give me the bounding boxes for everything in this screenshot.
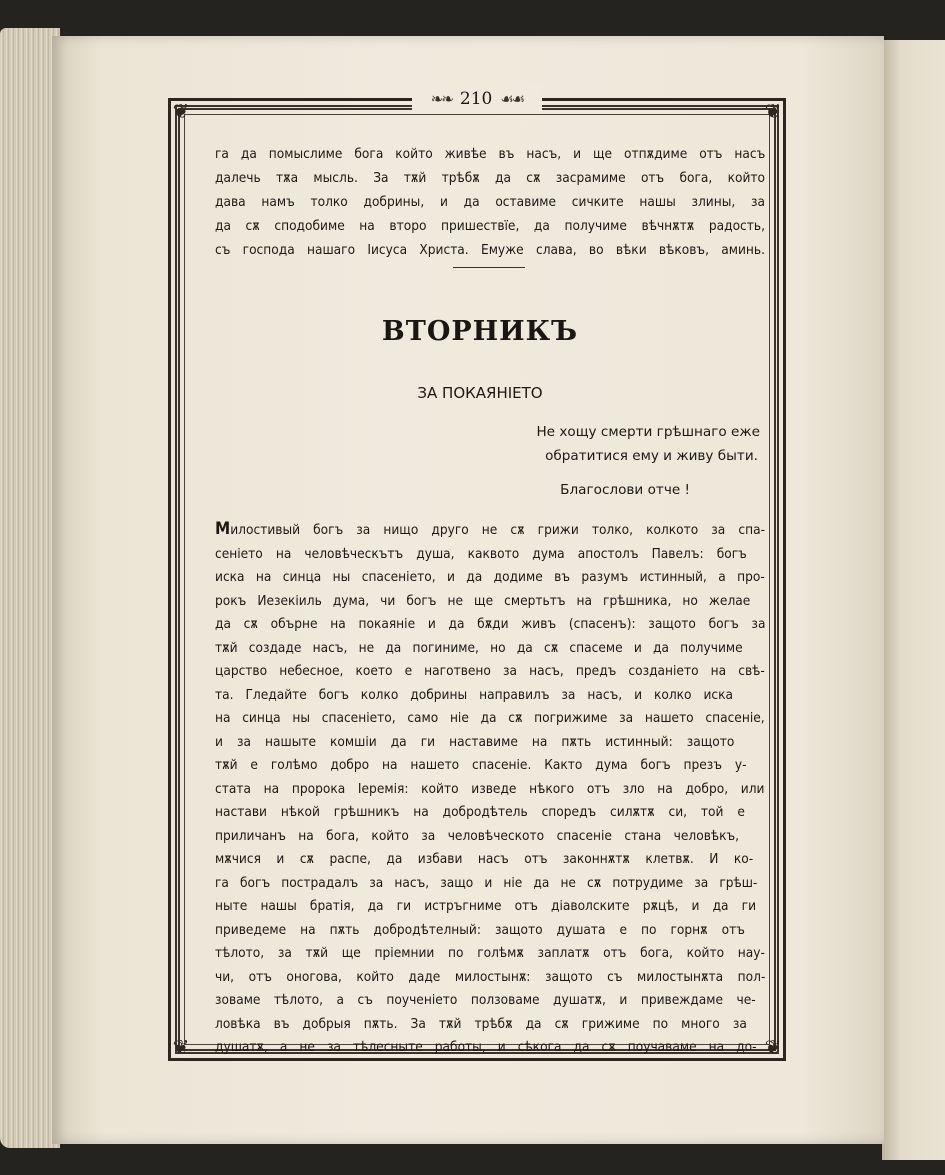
blessing-line: Благослови отче ! [560,482,690,498]
text-line: да сѫ сподобиме на второ пришествїе, да получиме вѣчнѫтѫ радость, [215,218,765,234]
text-line: приличанъ на бога, който за человѣческото спасенiе стана человѣкъ, [215,827,740,844]
text-line: иска на синца ны спасенiето, и да додиме въ разумъ истинный, а про- [215,569,765,585]
page-stack-edges [0,28,60,1148]
text-line: мѫчися и сѫ распе, да избави насъ отъ законнѫтѫ клетвѫ. И ко- [215,851,754,867]
text-line: чи, отъ оногова, който даде милостынѫ: защото съ милостынѫта пол- [215,968,765,985]
text-line: тѫй создаде насъ, не да погиниме, но да сѫ спасеме и да получиме [215,639,743,656]
text-line: га да помыслиме бога който живѣе въ насъ, и ще отпѫдиме отъ насъ [215,146,766,162]
text-line: царство небесное, което е наготвено за насъ, предъ созданiето на свѣ- [215,663,765,679]
text-line: съ господа нашаго Iисуса Христа. Емуже слава, во вѣки вѣковъ, аминь. [215,242,765,258]
drop-cap: М [215,519,231,539]
section-heading: ВТОРНИКЪ [381,316,579,347]
corner-ornament-icon: ❦ [172,1035,190,1059]
text-line: душатѫ, а не за тѣлесныте работы, и сѣкога да сѫ поучаваме на до- [215,1039,757,1055]
text-line: стата на пророка Iеремiя: който изведе нѣкого отъ зло на добро, или [215,780,765,797]
text-line: тѣлото, за тѫй ще прiемнии по голѣмѫ заплатѫ отъ бога, който нау- [215,945,765,961]
epigraph-line: обратитися ему и живу быти. [545,448,758,464]
text-line: га богъ пострадалъ за насъ, защо и нiе да не сѫ потрудиме за грѣш- [215,874,758,891]
text-line: настави нѣкой грѣшникъ на добродѣтель споредъ силѫтѫ си, той е [215,804,745,820]
epigraph [470,420,760,468]
epigraph-line: Не хощу смерти грѣшнаго еже [536,424,760,440]
section-subheading: ЗА ПОКАЯНIЕТО [417,384,543,402]
text-line: ныте нашы братiя, да ги истръгниме отъ дiаволските рѫцѣ, и да ги [215,898,757,914]
intro-paragraph [215,142,765,262]
text-line: далечь тѫа мысль. За тѫй трѣбѫ да сѫ засрамиме отъ бога, който [215,170,765,186]
body-paragraph [215,518,765,1060]
text-line [215,518,765,543]
text-line: дава намъ толко добрины, и да оставиме сичките нашы злины, за [215,194,765,210]
corner-ornament-icon: ❦ [172,99,190,123]
text-line: и за нашыте комшiи да ги наставиме на пѫть истинный: защото [215,733,735,750]
text-line: рокъ Иезекiиль дума, чи богъ не ще смертьтъ на грѣшника, но желае [215,592,751,609]
text-line: на синца ны спасенiето, само нiе да сѫ погрижиме за нашето спасенiе, [215,710,765,726]
leaf-ornament-icon: ☙☙ [500,90,524,108]
text-line: та. Гледайте богъ колко добрины направилъ за насъ, и колко иска [215,686,734,703]
text-line: тѫй е голѣмо добро на нашето спасенiе. Както дума богъ презъ у- [215,757,747,773]
facing-page-edge [882,40,945,1160]
text-line: да сѫ обърне на покаянiе и да бѫди живъ (спасенъ): защото богъ за [215,616,765,632]
text-line: ловѣка въ добрыя пѫть. За тѫй трѣбѫ да сѫ грижиме по много за [215,1015,747,1032]
text-line: сенiето на человѣческътъ душа, каквото дума апостолъ Павелъ: богъ [215,545,747,562]
page-header [412,84,542,114]
leaf-ornament-icon: ❧❧ [430,90,452,108]
corner-ornament-icon: ❦ [764,1035,782,1059]
page-number: 210 [459,89,493,109]
section-divider [453,267,525,268]
text-line: зоваме тѣлото, а съ поученiето ползоваме душатѫ, и привеждаме че- [215,992,756,1008]
text-line-content: илостивый богъ за нищо друго не сѫ грижи толко, колкото за спа- [230,522,765,538]
text-line: приведеме на пѫть добродѣтелный: защото душата е по горнѫ отъ [215,921,745,938]
corner-ornament-icon: ❦ [764,99,782,123]
